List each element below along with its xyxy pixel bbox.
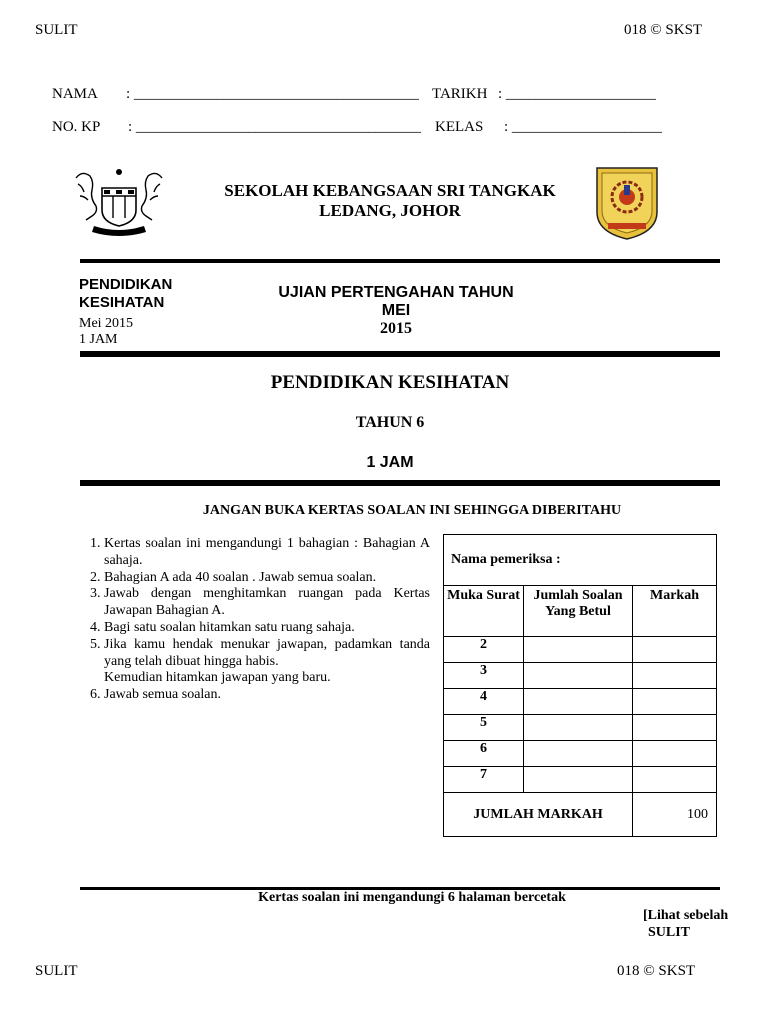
total-label: JUMLAH MARKAH: [444, 793, 633, 837]
table-row: [444, 741, 717, 767]
subject-block: [79, 276, 172, 312]
rule-lower: [80, 480, 720, 486]
instruction-item: 3. Jawab dengan menghitamkan ruangan pada Kertas Jawapan Bahagian A.: [104, 586, 430, 620]
page-number: 7: [444, 767, 524, 793]
exam-line2: MEI: [381, 302, 411, 319]
marks-cell[interactable]: [633, 715, 717, 741]
nokp-field[interactable]: : ______________________________________: [128, 119, 421, 135]
see-next-note: [Lihat sebelah: [643, 908, 729, 923]
marks-cell[interactable]: [633, 637, 717, 663]
marks-cell[interactable]: [633, 767, 717, 793]
header-code: 018 © SKST: [624, 22, 703, 38]
school-badge-icon: [594, 165, 660, 241]
tarikh-field[interactable]: : ____________________: [498, 86, 656, 102]
col-header-marks: Markah: [633, 586, 717, 637]
date-block: [79, 316, 133, 348]
page-number: 5: [444, 715, 524, 741]
instruction-extra: Kemudian hitamkan jawapan yang baru.: [104, 670, 331, 686]
marks-cell[interactable]: [633, 689, 717, 715]
marks-cell[interactable]: [633, 741, 717, 767]
correct-cell[interactable]: [524, 715, 633, 741]
instruction-item: 5. Jika kamu hendak menukar jawapan, padamkan tanda yang telah dibuat hingga habis. Kemudian hitamkan jawapan yang baru.: [104, 637, 430, 687]
tarikh-label: TARIKH: [432, 86, 488, 102]
kelas-field[interactable]: : ____________________: [504, 119, 662, 135]
year-title: TAHUN 6: [355, 414, 425, 431]
instruction-item: 6. Jawab semua soalan.: [104, 687, 430, 704]
school-name-line1: SEKOLAH KEBANGSAAN SRI TANGKAK: [224, 181, 556, 200]
instruction-item: 2. Bahagian A ada 40 soalan . Jawab semua soalan.: [104, 570, 430, 587]
correct-cell[interactable]: [524, 637, 633, 663]
correct-cell[interactable]: [524, 663, 633, 689]
col-header-correct: Jumlah Soalan Yang Betul: [524, 586, 633, 637]
table-row: [444, 637, 717, 663]
instruction-item: 4. Bagi satu soalan hitamkan satu ruang sahaja.: [104, 620, 430, 637]
instructions: [80, 536, 430, 704]
kelas-label: KELAS: [435, 119, 484, 135]
exam-line1: UJIAN PERTENGAHAN TAHUN: [278, 284, 514, 301]
subject-line2: KESIHATAN: [79, 294, 165, 311]
correct-cell[interactable]: [524, 741, 633, 767]
coat-of-arms-icon: [68, 166, 170, 238]
school-name-line2: LEDANG, JOHOR: [319, 201, 461, 220]
nama-field[interactable]: : ______________________________________: [126, 86, 419, 102]
exam-line3: 2015: [380, 320, 412, 337]
page-number: 4: [444, 689, 524, 715]
month-year: Mei 2015: [79, 316, 134, 331]
exam-title-block: [256, 284, 536, 338]
correct-cell[interactable]: [524, 689, 633, 715]
page-number: 3: [444, 663, 524, 689]
page-number: 2: [444, 637, 524, 663]
rule-top: [80, 259, 720, 263]
marks-table: [443, 534, 717, 837]
marks-cell[interactable]: [633, 663, 717, 689]
rule-middle: [80, 351, 720, 357]
subject-title: PENDIDIKAN KESIHATAN: [270, 372, 510, 393]
examiner-label: Nama pemeriksa :: [451, 552, 561, 567]
nokp-label: NO. KP: [52, 119, 101, 135]
page-number: 6: [444, 741, 524, 767]
subject-line1: PENDIDIKAN: [79, 276, 173, 293]
warning-text: JANGAN BUKA KERTAS SOALAN INI SEHINGGA DIBERITAHU: [202, 503, 622, 518]
footer-code: 018 © SKST: [617, 963, 696, 979]
col-header-page: Muka Surat: [444, 586, 524, 637]
instruction-item: 1. Kertas soalan ini mengandungi 1 bahagian : Bahagian A sahaja.: [104, 536, 430, 570]
footer-sulit: SULIT: [35, 963, 78, 979]
table-row: [444, 689, 717, 715]
table-row: [444, 663, 717, 689]
duration-small: 1 JAM: [79, 332, 118, 347]
duration-title: 1 JAM: [366, 454, 414, 471]
total-value: 100: [633, 793, 717, 837]
sulit-note: SULIT: [648, 925, 691, 940]
table-row: [444, 715, 717, 741]
pages-note: Kertas soalan ini mengandungi 6 halaman bercetak: [258, 890, 566, 905]
school-name: [180, 181, 600, 221]
examiner-cell[interactable]: [444, 535, 717, 586]
table-row: [444, 767, 717, 793]
nama-label: NAMA: [52, 86, 98, 102]
header-sulit: SULIT: [35, 22, 78, 38]
correct-cell[interactable]: [524, 767, 633, 793]
